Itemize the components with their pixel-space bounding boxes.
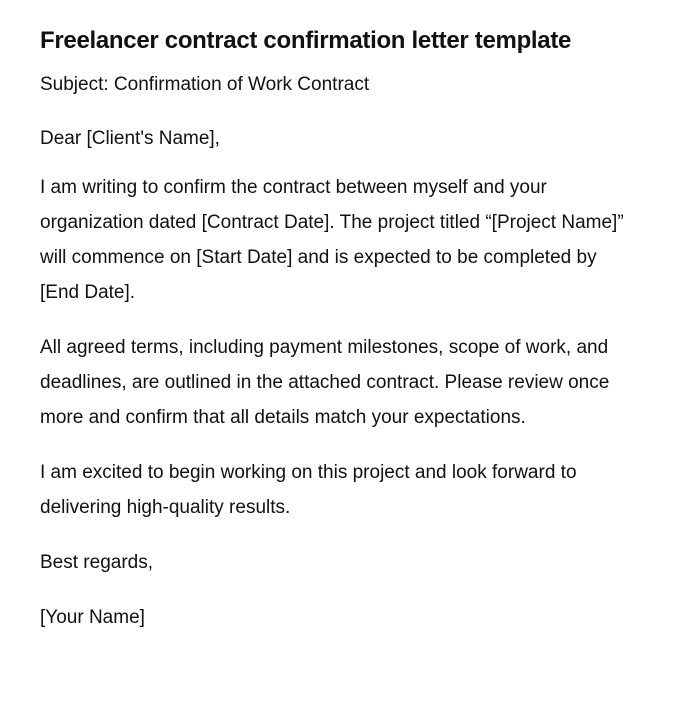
signature: [Your Name] [40,607,145,628]
page-title: Freelancer contract confirmation letter template [40,27,572,54]
body-paragraph: I am excited to begin working on this project and look forward to delivering high-quality results. [40,462,577,518]
greeting: Dear [Client's Name], [40,128,220,149]
closing: Best regards, [40,552,153,573]
body-paragraph: I am writing to confirm the contract between myself and your organization dated [Contract Date]. The project titled “[Project Name]” will commence on [Start Date] and is expected to be completed by [End Date]. [40,177,624,303]
body-paragraph: All agreed terms, including payment milestones, scope of work, and deadlines, are outlined in the attached contract. Please review once more and confirm that all details match your expectations. [40,337,610,428]
subject-line: Subject: Confirmation of Work Contract [40,74,370,95]
